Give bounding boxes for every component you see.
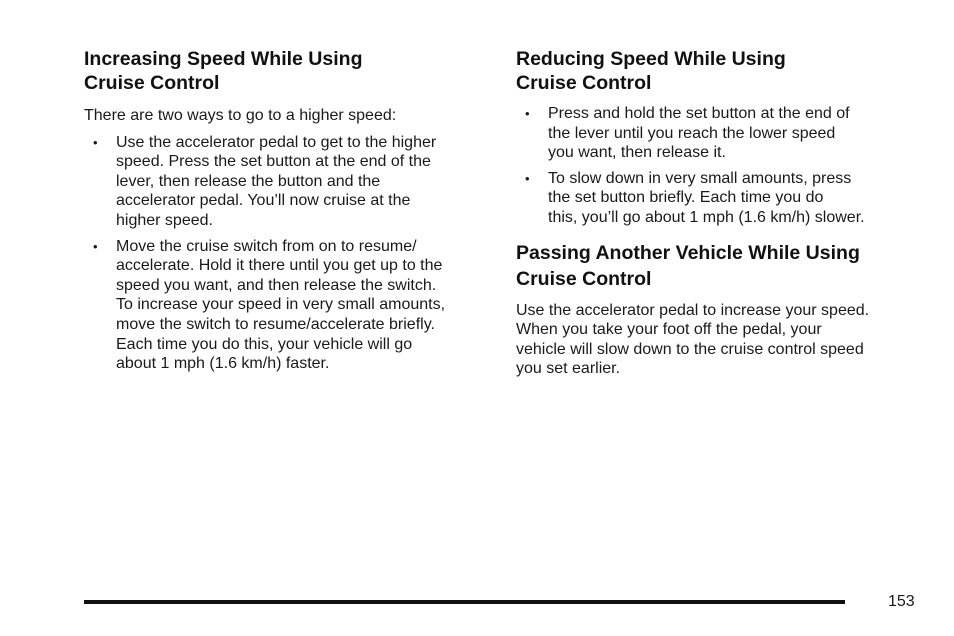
- bullet-list-reducing: [516, 104, 916, 228]
- right-column: [516, 47, 916, 379]
- text-line: accelerator pedal. You’ll now cruise at the: [116, 192, 411, 210]
- section-heading-passing-vehicle: [516, 240, 916, 292]
- text-line: you want, then release it.: [548, 144, 726, 162]
- heading-line: Cruise Control: [516, 72, 652, 94]
- text-line: To slow down in very small amounts, press: [548, 169, 852, 187]
- heading-line: Passing Another Vehicle While Using: [516, 241, 860, 264]
- section-heading-reducing-speed: [516, 47, 916, 95]
- text-line: you set earlier.: [516, 360, 621, 378]
- text-line: speed. Press the set button at the end of the: [116, 153, 431, 171]
- list-item: [516, 169, 916, 228]
- text-line: vehicle will slow down to the cruise control speed: [516, 340, 864, 358]
- text-line: move the switch to resume/accelerate briefly.: [116, 315, 435, 333]
- text-line: accelerate. Hold it there until you get up to the: [116, 257, 443, 275]
- footer-rule: [84, 600, 845, 604]
- heading-line: Cruise Control: [516, 267, 652, 290]
- text-line: lever, then release the button and the: [116, 172, 381, 190]
- text-line: Press and hold the set button at the end of: [548, 105, 850, 122]
- text-line: To increase your speed in very small amounts,: [116, 296, 446, 314]
- text-line: about 1 mph (1.6 km/h) faster.: [116, 355, 330, 373]
- text-line: Move the cruise switch from on to resume/: [116, 237, 417, 255]
- bullet-icon: •: [93, 238, 98, 254]
- text-line: When you take your foot off the pedal, your: [516, 321, 822, 339]
- list-item: [84, 237, 484, 374]
- bullet-icon: •: [525, 106, 530, 121]
- text-line: higher speed.: [116, 211, 213, 229]
- text-line: the set button briefly. Each time you do: [548, 189, 824, 207]
- list-item: [516, 104, 916, 163]
- text-line: Use the accelerator pedal to increase your speed.: [516, 301, 870, 319]
- intro-text: There are two ways to go to a higher speed:: [84, 107, 397, 124]
- heading-line: Cruise Control: [84, 72, 220, 94]
- left-column: [84, 47, 484, 374]
- heading-line: Reducing Speed While Using: [516, 48, 786, 70]
- text-line: Each time you do this, your vehicle will go: [116, 335, 413, 353]
- bullet-icon: •: [93, 134, 98, 150]
- section-heading-increasing-speed: [84, 47, 484, 95]
- list-item: [84, 133, 484, 231]
- heading-line: Increasing Speed While Using: [84, 48, 363, 70]
- text-line: the lever until you reach the lower speed: [548, 124, 836, 142]
- text-line: Use the accelerator pedal to get to the higher: [116, 133, 437, 151]
- bullet-list-increasing: [84, 133, 484, 374]
- text-line: this, you’ll go about 1 mph (1.6 km/h) slower.: [548, 208, 865, 226]
- text-line: speed you want, and then release the switch.: [116, 276, 437, 294]
- bullet-icon: •: [525, 170, 530, 186]
- passing-paragraph: [516, 301, 916, 379]
- page-number: 153: [888, 593, 915, 610]
